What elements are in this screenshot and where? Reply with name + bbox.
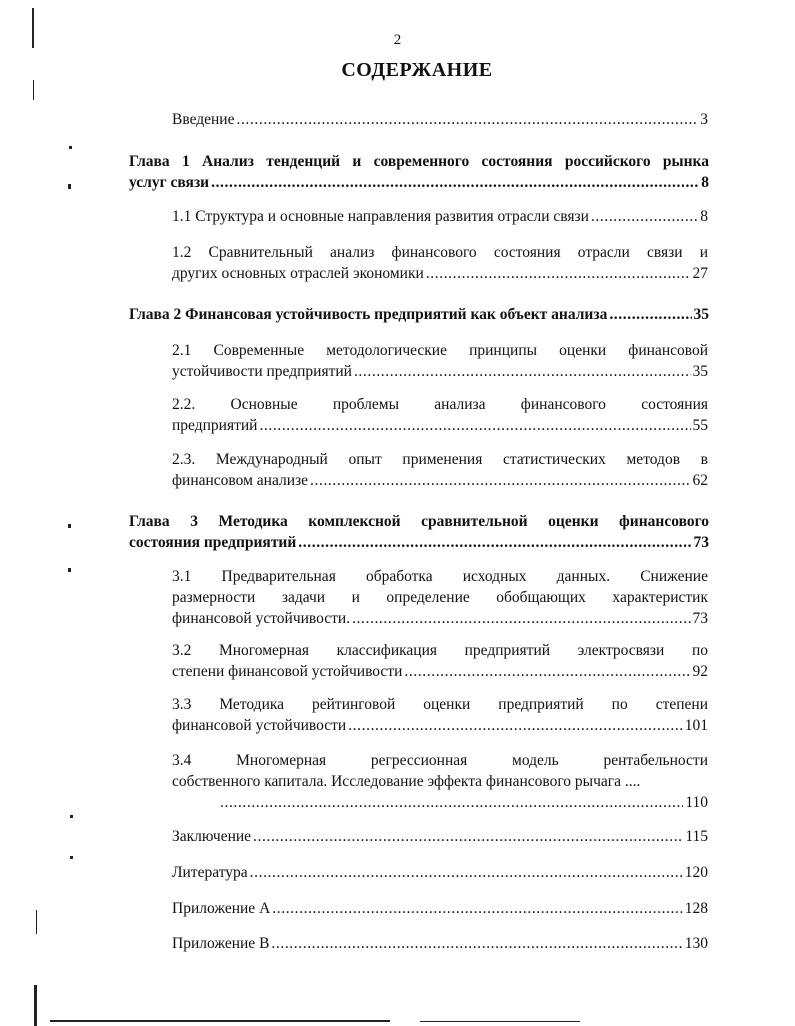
- toc-page: 8: [700, 208, 708, 225]
- toc-entry-chapter-3[interactable]: [129, 511, 709, 553]
- page-number: 2: [393, 32, 402, 48]
- toc-leader: [310, 470, 690, 491]
- toc-text: Приложение А: [172, 900, 271, 917]
- toc-page: 8: [701, 174, 709, 191]
- toc-page: 120: [684, 864, 708, 881]
- toc-page: 128: [684, 900, 708, 917]
- toc-leader: [426, 263, 691, 284]
- scan-dot: [68, 184, 71, 189]
- toc-text: Заключение: [172, 828, 252, 845]
- toc-text: размерности задачи и определение обобщающих характеристик: [172, 589, 708, 606]
- toc-leader: [352, 608, 690, 629]
- toc-page: 101: [684, 717, 708, 734]
- toc-entry-section-3-4[interactable]: [172, 750, 708, 813]
- toc-leader: [404, 661, 690, 682]
- toc-leader: [250, 862, 683, 883]
- toc-leader: [348, 715, 683, 736]
- toc-text: финансовой устойчивости: [172, 717, 347, 734]
- toc-text: Глава 3 Методика комплексной сравнительной оценки финансового: [129, 513, 709, 530]
- toc-entry-section-1-1[interactable]: [172, 206, 708, 227]
- toc-page: 62: [692, 472, 708, 489]
- toc-page: 27: [692, 265, 708, 282]
- scan-edge-mark: [33, 80, 34, 100]
- toc-leader: [298, 532, 691, 553]
- toc-leader: [253, 826, 683, 847]
- toc-entry-section-3-1[interactable]: [172, 566, 708, 629]
- toc-text: состояния предприятий: [129, 534, 297, 551]
- scan-edge-mark: [34, 985, 37, 1026]
- toc-leader: [272, 898, 682, 919]
- toc-page: 35: [692, 363, 708, 380]
- toc-text: Глава 2 Финансовая устойчивость предприятий как объект анализа: [129, 306, 608, 323]
- toc-page: 55: [692, 417, 708, 434]
- toc-text: предприятий: [172, 417, 258, 434]
- toc-leader: [259, 415, 690, 436]
- scan-bottom-line: [420, 1021, 580, 1022]
- toc-leader: [591, 206, 698, 227]
- toc-text: Литература: [172, 864, 248, 881]
- scan-dot: [70, 856, 73, 859]
- toc-entry-appendix-b[interactable]: [172, 933, 708, 954]
- toc-page: 115: [685, 828, 708, 845]
- toc-text: других основных отраслей экономики: [172, 265, 424, 282]
- toc-text: степени финансовой устойчивости: [172, 663, 403, 680]
- toc-leader: [609, 304, 691, 325]
- toc-text: 2.3. Международный опыт применения статистических методов в: [172, 451, 708, 468]
- toc-text: Введение: [172, 111, 235, 128]
- toc-text: услуг связи: [129, 174, 210, 191]
- toc-entry-section-2-3[interactable]: [172, 449, 708, 491]
- toc-text: 3.4 Многомерная регрессионная модель рентабельности: [172, 752, 708, 769]
- toc-text: 3.2 Многомерная классификация предприятий электросвязи по: [172, 642, 708, 659]
- toc-page: 35: [693, 306, 709, 323]
- scan-dot: [70, 815, 73, 818]
- toc-page: 3: [700, 111, 708, 128]
- scan-edge-mark: [36, 910, 37, 934]
- toc-text: 3.1 Предварительная обработка исходных данных. Снижение: [172, 568, 708, 585]
- toc-entry-chapter-1[interactable]: [129, 151, 709, 193]
- toc-text: финансовой устойчивости.: [172, 610, 351, 627]
- toc-text: 2.2. Основные проблемы анализа финансового состояния: [172, 396, 708, 413]
- toc-text: 2.1 Современные методологические принципы оценки финансовой: [172, 342, 708, 359]
- toc-text: 1.2 Сравнительный анализ финансового состояния отрасли связи и: [172, 244, 708, 261]
- toc-leader: [354, 361, 691, 382]
- toc-page: 73: [693, 534, 709, 551]
- toc-page: 110: [685, 794, 708, 811]
- toc-entry-section-1-2[interactable]: [172, 242, 708, 284]
- toc-entry-section-3-2[interactable]: [172, 640, 708, 682]
- scan-dot: [68, 524, 71, 528]
- toc-text: устойчивости предприятий: [172, 363, 352, 380]
- toc-entry-intro[interactable]: [172, 109, 708, 130]
- toc-text: финансовом анализе: [172, 472, 309, 489]
- toc-page: 130: [684, 935, 708, 952]
- toc-entry-section-2-2[interactable]: [172, 394, 708, 436]
- toc-entry-section-3-3[interactable]: [172, 694, 708, 736]
- page-title: СОДЕРЖАНИЕ: [341, 59, 493, 81]
- toc-entry-chapter-2[interactable]: [129, 304, 709, 325]
- toc-text: собственного капитала. Исследование эффекта финансового рычага ....: [172, 773, 641, 790]
- toc-leader: [211, 172, 699, 193]
- toc-entry-conclusion[interactable]: [172, 826, 708, 847]
- toc-leader: [220, 792, 683, 813]
- scan-bottom-line: [50, 1020, 390, 1022]
- toc-page: 73: [692, 610, 708, 627]
- toc-page: 92: [692, 663, 708, 680]
- toc-text: 3.3 Методика рейтинговой оценки предприятий по степени: [172, 696, 708, 713]
- toc-text: 1.1 Структура и основные направления развития отрасли связи: [172, 208, 589, 225]
- toc-leader: [271, 933, 682, 954]
- scan-dot: [69, 146, 72, 149]
- toc-entry-appendix-a[interactable]: [172, 898, 708, 919]
- toc-entry-literature[interactable]: [172, 862, 708, 883]
- toc-entry-section-2-1[interactable]: [172, 340, 708, 382]
- toc-text: Глава 1 Анализ тенденций и современного состояния российского рынка: [129, 153, 709, 170]
- toc-leader: [236, 109, 698, 130]
- toc-text: Приложение В: [172, 935, 270, 952]
- scan-dot: [68, 568, 71, 572]
